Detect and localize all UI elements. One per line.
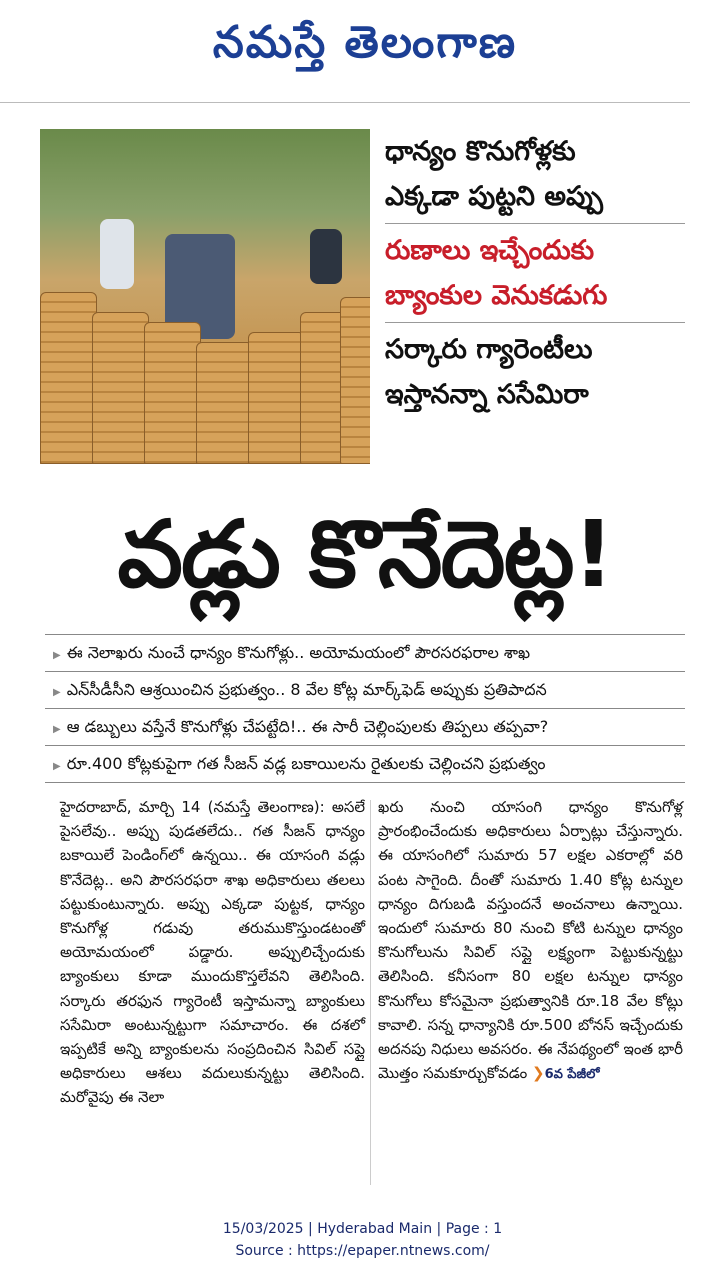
article-text: హైదరాబాద్, మార్చి 14 (నమస్తే తెలంగాణ): అసలే పైసలేవు.. అప్పు పుడతలేదు.. గత సీజన్ ధాన్యం బకాయిలే పెండింగ్‌లో ఉన్నయి.. ఈ యాసంగి వడ్లు కొనేదెట్ల.. అని పౌరసరఫరా శాఖ అధికారులు తలలు పట్టుకుంటున్నారు. అప్పు ఎక్కడా పుట్టక, ధాన్యం కొనుగోళ్ల గడువు తరుముకొస్తుండటంతో అయోమయంలో పడ్డారు. అప్పులిచ్చేందుకు బ్యాంకులు కూడా ముందుకొస్తలేవని తెలిసింది. సర్కారు తరఫున గ్యారెంటీ ఇస్తామన్నా బ్యాంకులు ససేమిరా అంటున్నట్టుగా సమాచారం. ఈ దశలో ఇప్పటికే అన్ని బ్యాంకులను సంప్రదించిన సివిల్ సప్లై అధికారులు ఆశలు వదులుకున్నట్టు తెలిసింది. మరోవైపు ఈ నెలా — [60, 798, 365, 1107]
masthead-divider — [0, 102, 690, 103]
continued-on-page-link[interactable]: 6వ పేజీలో — [544, 1067, 600, 1083]
deck-line-1: ధాన్యం కొనుగోళ్లకు — [385, 136, 576, 167]
highlight-item: ▶ ఆ డబ్బులు వస్తేనే కొనుగోళ్లు చేపట్టేది!.. ఈ సారీ చెల్లింపులకు తిప్పలు తప్పవా? — [45, 709, 685, 746]
highlight-item: ▶ ఎన్‌సీడీసీని ఆశ్రయించిన ప్రభుత్వం.. 8 వేల కోట్ల మార్క్‌ఫెడ్ అప్పుకు ప్రతిపాదన — [45, 672, 685, 709]
sub-headlines — [385, 129, 685, 417]
deck-line-5: సర్కారు గ్యారెంటీలు — [385, 334, 593, 365]
source-link[interactable]: Source : https://epaper.ntnews.com/ — [235, 1243, 490, 1259]
continue-arrow-icon: ❯ — [532, 1064, 545, 1083]
main-headline: వడ్లు కొనేదెట్ల! — [117, 501, 613, 608]
masthead-logo: నమస్తే తెలంగాణ — [212, 17, 518, 68]
deck-line-3: రుణాలు ఇచ్చేందుకు — [385, 235, 595, 266]
deck-line-4: బ్యాంకుల వెనుకడుగు — [385, 280, 608, 311]
photo-worker-right — [310, 229, 342, 284]
deck-line-6: ఇస్తానన్నా ససేమిరా — [385, 379, 589, 410]
column-divider — [370, 800, 371, 1185]
page-footer — [0, 1218, 725, 1262]
news-photo — [40, 129, 370, 464]
masthead — [0, 0, 725, 100]
photo-worker-left — [100, 219, 134, 289]
highlight-item: ▶ ఈ నెలాఖరు నుంచే ధాన్యం కొనుగోళ్లు.. అయోమయంలో పౌరసరఫరాల శాఖ — [45, 634, 685, 672]
edition-info: 15/03/2025 | Hyderabad Main | Page : 1 — [222, 1221, 503, 1237]
deck-line-2: ఎక్కడా పుట్టని అప్పు — [385, 181, 604, 212]
article-text: ఖరు నుంచి యాసంగి ధాన్యం కొనుగోళ్ల ప్రారంభించేందుకు అధికారులు ఏర్పాట్లు చేస్తున్నారు. ఈ యాసంగిలో సుమారు 57 లక్షల ఎకరాల్లో వరి పంట సాగైంది. దీంతో సుమారు 1.40 కోట్ల టన్నుల ధాన్యం దిగుబడి వస్తుందనే అంచనాలు ఉన్నాయి. ఇందులో సుమారు 80 నుంచి కోటి టన్నుల ధాన్యం కొనుగోలును సివిల్ సప్లై లక్ష్యంగా పెట్టుకున్నట్టు తెలిసింది. కనీసంగా 80 లక్షల టన్నుల ధాన్యం కొనుగోలు కోసమైనా ప్రభుత్వానికి రూ.18 వేల కోట్లు కావాలి. సన్న ధాన్యానికి రూ.500 బోనస్ ఇచ్చేందుకు అదనపు నిధులు అవసరం. ఈ నేపథ్యంలో ఇంత భారీ మొత్తం సమకూర్చుకోవడం — [378, 798, 683, 1083]
highlight-item: ▶ రూ.400 కోట్లకుపైగా గత సీజన్ వడ్ల బకాయిలను రైతులకు చెల్లించని ప్రభుత్వం — [45, 746, 685, 783]
article-column-right — [378, 795, 683, 1087]
article-column-left — [60, 795, 365, 1110]
highlight-points — [45, 634, 685, 783]
